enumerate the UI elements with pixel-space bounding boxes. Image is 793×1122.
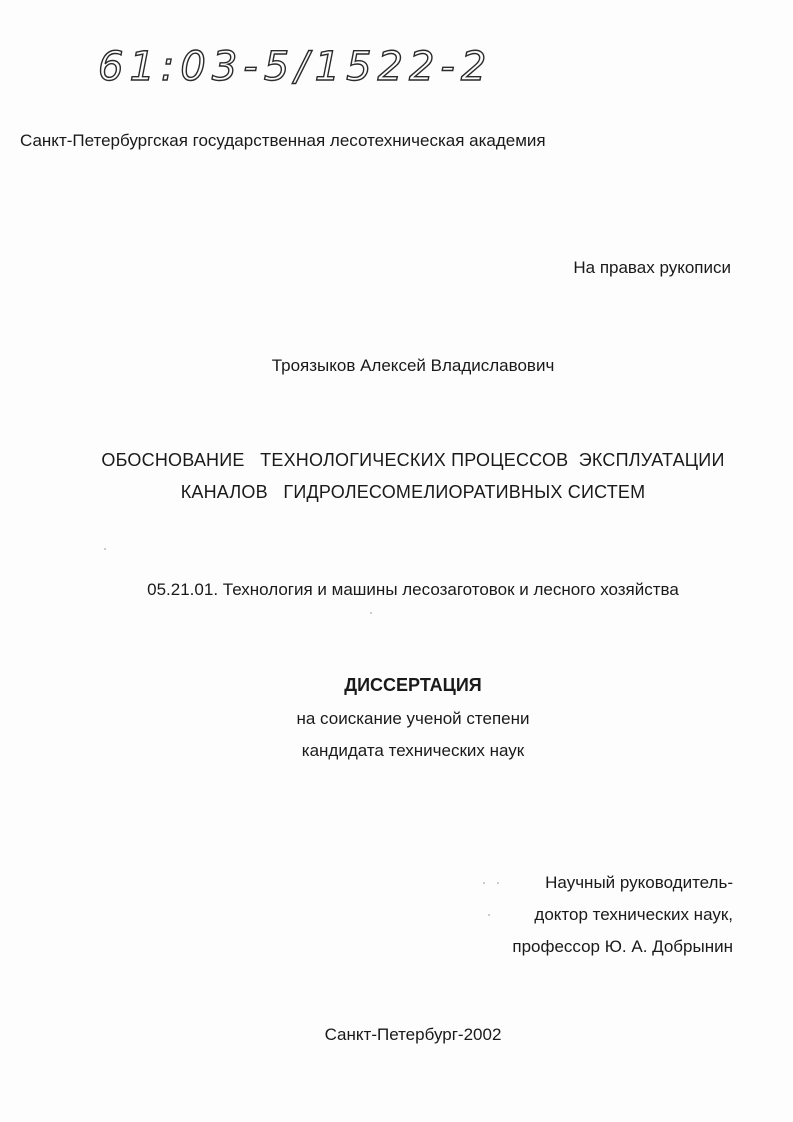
dissertation-title-line-2: КАНАЛОВ ГИДРОЛЕСОМЕЛИОРАТИВНЫХ СИСТЕМ bbox=[180, 482, 646, 502]
document-type-heading: ДИССЕРТАЦИЯ bbox=[344, 675, 482, 695]
institution-name: Санкт-Петербургская государственная лесотехническая академия bbox=[20, 131, 546, 150]
city-and-year: Санкт-Петербург-2002 bbox=[324, 1025, 502, 1044]
scan-speck bbox=[104, 548, 106, 550]
scan-speck bbox=[488, 914, 490, 916]
scan-speck bbox=[497, 882, 499, 884]
dissertation-title-line-1: ОБОСНОВАНИЕ ТЕХНОЛОГИЧЕСКИХ ПРОЦЕССОВ ЭКСПЛУАТАЦИИ bbox=[101, 450, 725, 470]
supervisor-degree: доктор технических наук, bbox=[534, 905, 733, 924]
supervisor-role: Научный руководитель- bbox=[545, 873, 733, 892]
manuscript-rights-note: На правах рукописи bbox=[573, 258, 731, 277]
handwritten-catalog-number bbox=[98, 40, 548, 90]
supervisor-name: профессор Ю. А. Добрынин bbox=[512, 937, 733, 956]
specialty-code: 05.21.01. Технология и машины лесозаготовок и лесного хозяйства bbox=[147, 580, 679, 599]
degree-line-1: на соискание ученой степени bbox=[296, 709, 530, 728]
author-name: Троязыков Алексей Владиславович bbox=[271, 356, 555, 375]
scan-speck bbox=[483, 882, 485, 884]
scan-speck bbox=[370, 612, 372, 614]
degree-line-2: кандидата технических наук bbox=[301, 741, 525, 760]
handwritten-number-text: 61:03-5/1522-2 bbox=[98, 44, 493, 90]
handwritten-number-svg bbox=[98, 40, 548, 90]
